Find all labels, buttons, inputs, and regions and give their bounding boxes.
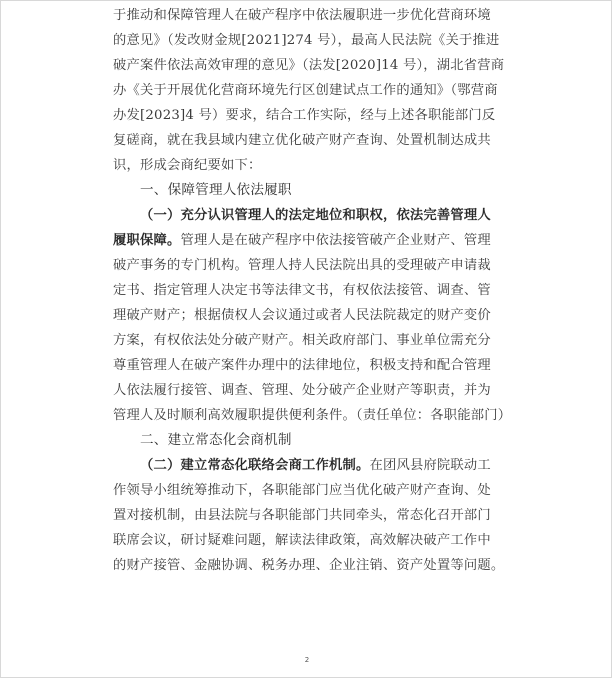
section2-bold-title: （二）建立常态化联络会商工作机制。 (140, 458, 370, 473)
text-line: 办发[2023]4 号）要求，结合工作实际，经与上述各职能部门反 (113, 108, 496, 123)
text-line: 复磋商，就在我县域内建立优化破产财产查询、处置机制达成共 (113, 133, 491, 148)
text-line: 管理人及时顺利高效履职提供便利条件。（责任单位：各职能部门） (113, 408, 512, 423)
text-line: 尊重管理人在破产案件办理中的法律地位，积极支持和配合管理 (113, 358, 491, 373)
section-heading-2: 二、建立常态化会商机制 (140, 432, 292, 448)
section-heading-1: 一、保障管理人依法履职 (140, 182, 292, 198)
text-line: 破产案件依法高效审理的意见》（法发[2020]14 号），湖北省营商 (113, 58, 505, 73)
text-line: 置对接机制，由县法院与各职能部门共同牵头，常态化召开部门 (113, 508, 491, 523)
text-line: 的财产接管、金融协调、税务办理、企业注销、资产处置等问题。 (113, 558, 505, 573)
text-line: 理破产财产；根据债权人会议通过或者人民法院裁定的财产变价 (113, 308, 491, 323)
text-line: 作领导小组统筹推动下，各职能部门应当优化破产财产查询、处 (113, 483, 491, 498)
section1-line2 (113, 228, 529, 253)
text-line: 联席会议，研讨疑难问题，解读法律政策，高效解决破产工作中 (113, 533, 491, 548)
section1-bold-title: （一）充分认识管理人的法定地位和职权，依法完善管理人 (140, 208, 491, 223)
page-number: 2 (304, 656, 310, 664)
text-line: 定书、指定管理人决定书等法律文书，有权依法接管、调查、管 (113, 283, 491, 298)
section1-lead-line (113, 203, 529, 228)
text-line: 破产事务的专门机构。管理人持人民法院出具的受理破产申请裁 (113, 258, 491, 273)
section2-text: 在团风县府院联动工 (369, 458, 491, 473)
text-line: 的意见》（发改财金规[2021]274 号），最高人民法院《关于推进 (113, 33, 500, 48)
section1-bold-title-end: 履职保障。 (113, 233, 181, 248)
text-line: 于推动和保障管理人在破产程序中依法履职进一步优化营商环境 (113, 8, 491, 23)
section1-text: 管理人是在破产程序中依法接管破产企业财产、管理 (180, 233, 491, 248)
section2-lead-line (113, 453, 529, 478)
text-line: 识，形成会商纪要如下： (113, 158, 262, 173)
document-body (113, 3, 529, 578)
text-line: 办《关于开展优化营商环境先行区创建试点工作的通知》（鄂营商 (113, 83, 498, 98)
text-line: 方案，有权依法处分破产财产。相关政府部门、事业单位需充分 (113, 333, 491, 348)
text-line: 人依法履行接管、调查、管理、处分破产企业财产等职责，并为 (113, 383, 491, 398)
